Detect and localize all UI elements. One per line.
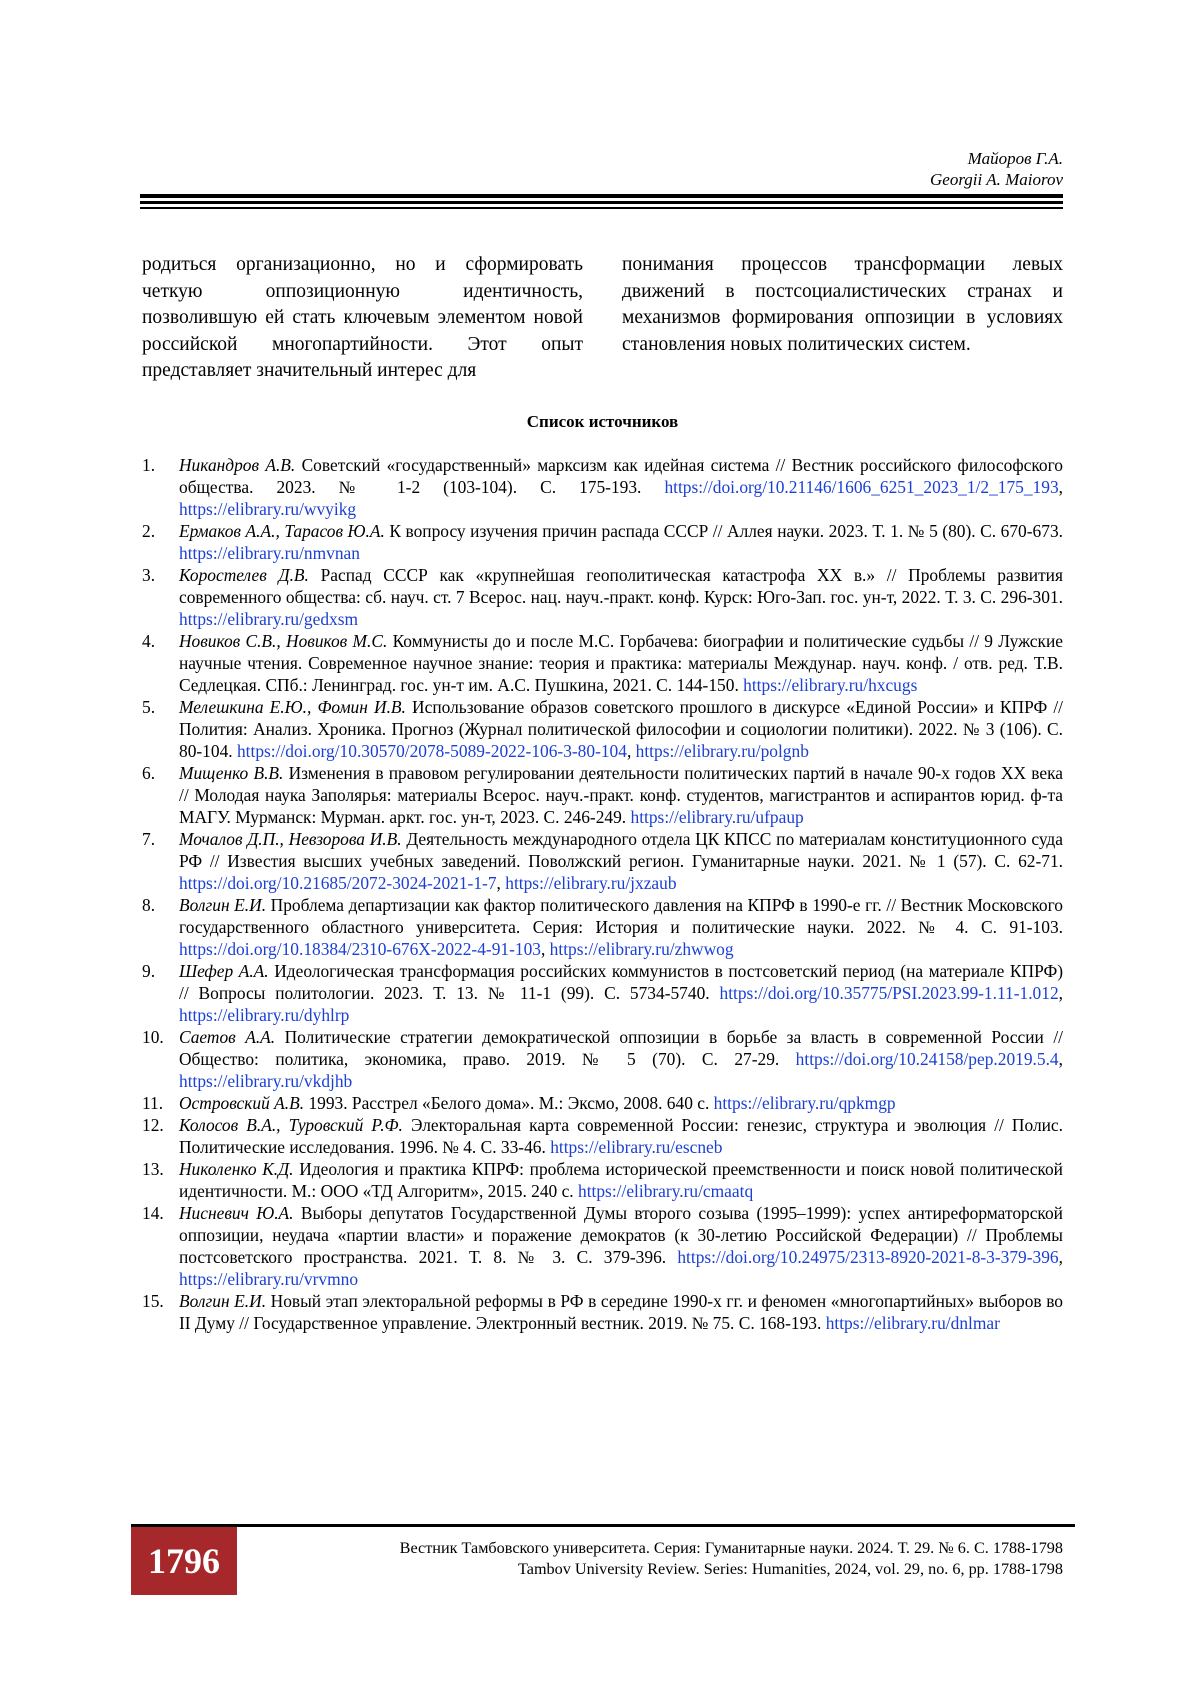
reference-link[interactable]: https://elibrary.ru/qpkmgp [713,1093,896,1113]
reference-authors: Колосов В.А., Туровский Р.Ф. [179,1115,403,1135]
reference-authors: Волгин Е.И. [179,1291,267,1311]
reference-link[interactable]: https://elibrary.ru/zhwwog [549,939,734,959]
reference-link[interactable]: https://doi.org/10.24158/pep.2019.5.4 [795,1049,1059,1069]
reference-link[interactable]: https://doi.org/10.30570/2078-5089-2022-106-3-80-104 [236,741,627,761]
reference-link[interactable]: https://elibrary.ru/escneb [550,1137,723,1157]
reference-authors: Николенко К.Д. [179,1159,294,1179]
journal-info-en: Tambov University Review. Series: Humanities, 2024, vol. 29, no. 6, pp. 1788-1798 [518,1560,1063,1578]
reference-link[interactable]: https://elibrary.ru/hxcugs [743,675,918,695]
reference-authors: Коростелев Д.В. [179,565,309,585]
reference-authors: Нисневич Ю.А. [179,1203,294,1223]
reference-text: Электоральная карта современной России: генезис, структура и эволюция // Полис. Политические исследования. 1996. № 4. С. 33-46. [179,1115,1063,1157]
reference-authors: Мищенко В.В. [179,763,284,783]
references-list [142,454,1063,1334]
reference-text: Деятельность международного отдела ЦК КПСС по материалам конституционного суда РФ // Известия высших учебных заведений. Поволжский регион. Гуманитарные науки. 2021. № 1 (57). С. 62-71. [179,829,1063,871]
reference-authors: Волгин Е.И. [179,895,267,915]
reference-link[interactable]: https://elibrary.ru/dnlmar [825,1313,1000,1333]
reference-item: 5. Мелешкина Е.Ю., Фомин И.В. Использование образов советского прошлого в дискурсе «Единой России» и КПРФ // Полития: Анализ. Хроника. Прогноз (Журнал политической философии и социологии политики). 2022. № 3 (106). С. 80-104. https://doi.org/10.30570/2078-5089-2022-106-3-80-104, https://elibrary.ru/polgnb [142,697,1063,761]
reference-text: Идеология и практика КПРФ: проблема исторической преемственности и поиск новой политической идентичности. М.: ООО «ТД Алгоритм», 2015. 240 с. [179,1159,1063,1201]
reference-link[interactable]: https://elibrary.ru/vrvmno [179,1269,359,1289]
reference-text: Политические стратегии демократической оппозиции в борьбе за власть в современной России // Общество: политика, экономика, право. 2019. № 5 (70). С. 27-29. [179,1027,1063,1069]
journal-info [400,1538,1063,1580]
reference-item: 7. Мочалов Д.П., Невзорова И.В. Деятельность международного отдела ЦК КПСС по материалам конституционного суда РФ // Известия высших учебных заведений. Поволжский регион. Гуманитарные науки. 2021. № 1 (57). С. 62-71. https://doi.org/10.21685/2072-3024-2021-1-7, https://elibrary.ru/jxzaub [142,829,1063,893]
reference-item [142,564,1063,630]
reference-authors: Новиков С.В., Новиков М.С. [179,631,388,651]
reference-number: 2. [142,521,156,541]
reference-number: 14. [142,1203,164,1223]
reference-link[interactable]: https://elibrary.ru/ufpaup [630,807,804,827]
journal-info-ru: Вестник Тамбовского университета. Серия: Гуманитарные науки. 2024. Т. 29. № 6. С. 1788-1798 [399,1539,1063,1557]
reference-authors: Ермаков А.А., Тарасов Ю.А. [179,521,385,541]
reference-authors: Мелешкина Е.Ю., Фомин И.В. [179,697,406,717]
reference-link[interactable]: https://doi.org/10.24975/2313-8920-2021-8-3-379-396 [677,1247,1059,1267]
header-rule-medium [140,201,1063,204]
reference-item [142,1092,1063,1114]
reference-text: Новый этап электоральной реформы в РФ в середине 1990-х гг. и феномен «многопартийных» выборов во II Думу // Государственное управление. Электронный вестник. 2019. № 75. С. 168-193. [179,1291,1063,1333]
footer-rule [131,1524,1075,1527]
reference-item [142,1158,1063,1202]
reference-link[interactable]: https://elibrary.ru/polgnb [635,741,809,761]
reference-number: 11. [142,1093,164,1113]
reference-link[interactable]: https://doi.org/10.21685/2072-3024-2021-1-7 [179,873,497,893]
reference-authors: Никандров А.В. [179,455,296,475]
body-left-column: родиться организационно, но и сформировать четкую оппозиционную идентичность, позволившую ей стать ключевым элементом новой российской многопартийности. Этот опыт представляет значительный интерес для [142,254,583,381]
body-columns [142,252,1063,385]
reference-authors: Мочалов Д.П., Невзорова И.В. [179,829,402,849]
reference-text: 1993. Расстрел «Белого дома». М.: Эксмо, 2008. 640 с. [304,1093,714,1113]
reference-link[interactable]: https://elibrary.ru/jxzaub [505,873,677,893]
reference-number: 8. [142,895,156,915]
reference-link[interactable]: https://elibrary.ru/dyhlrp [179,1005,350,1025]
references-title: Список источников [526,412,679,431]
reference-number: 9. [142,961,156,981]
page-number: 1796 [131,1527,237,1595]
reference-item: 14. Нисневич Ю.А. Выборы депутатов Государственной Думы второго созыва (1995–1999): успех антиреформаторской оппозиции, неудача «партии власти» и поражение демократов (к 30-летию Российской Федерации) // Проблемы постсоветского пространства. 2021. Т. 8. № 3. С. 379-396. https://doi.org/10.24975/2313-8920-2021-8-3-379-396, https://elibrary.ru/vrvmno [142,1203,1063,1289]
reference-link[interactable]: https://elibrary.ru/wvyikg [179,499,357,519]
reference-item [142,630,1063,696]
reference-item: 8. Волгин Е.И. Проблема департизации как фактор политического давления на КПРФ в 1990-е гг. // Вестник Московского государственного областного университета. Серия: История и политические науки. 2022. № 4. С. 91-103. https://doi.org/10.18384/2310-676X-2022-4-91-103, https://elibrary.ru/zhwwog [142,895,1063,959]
reference-number: 5. [142,697,156,717]
reference-text: Проблема департизации как фактор политического давления на КПРФ в 1990-е гг. // Вестник Московского государственного областного университета. Серия: История и политические науки. 2022. № 4. С. 91-103. [179,895,1063,937]
reference-number: 7. [142,829,156,849]
reference-link[interactable]: https://doi.org/10.21146/1606_6251_2023_1/2_175_193 [664,477,1059,497]
reference-link[interactable]: https://elibrary.ru/gedxsm [179,609,359,629]
reference-text: Коммунисты до и после М.С. Горбачева: биографии и политические судьбы // 9 Лужские научные чтения. Современное научное знание: теория и практика: материалы Междунар. науч. конф. / отв. ред. Т.В. Седлецкая. СПб.: Ленинград. гос. ун-т им. А.С. Пушкина, 2021. С. 144-150. [179,631,1063,695]
reference-link[interactable]: https://elibrary.ru/vkdjhb [179,1071,353,1091]
reference-number: 4. [142,631,156,651]
reference-number: 1. [142,455,156,475]
reference-link[interactable]: https://elibrary.ru/cmaatq [578,1181,754,1201]
reference-text: Выборы депутатов Государственной Думы второго созыва (1995–1999): успех антиреформаторской оппозиции, неудача «партии власти» и поражение демократов (к 30-летию Российской Федерации) // Проблемы постсоветского пространства. 2021. Т. 8. № 3. С. 379-396. [179,1203,1063,1267]
header-rule-thin [140,207,1063,209]
reference-authors: Островский А.В. [179,1093,305,1113]
header-author-ru: Майоров Г.А. [967,149,1063,168]
reference-text: Идеологическая трансформация российских коммунистов в постсоветский период (на материале КПРФ) // Вопросы политологии. 2023. Т. 13. № 11-1 (99). С. 5734-5740. [179,961,1063,1003]
reference-number: 3. [142,565,156,585]
reference-text: Использование образов советского прошлого в дискурсе «Единой России» и КПРФ // Полития: Анализ. Хроника. Прогноз (Журнал политической философии и социологии политики). 2022. № 3 (106). С. 80-104. [179,697,1063,761]
reference-item: 9. Шефер А.А. Идеологическая трансформация российских коммунистов в постсоветский период (на материале КПРФ) // Вопросы политологии. 2023. Т. 13. № 11-1 (99). С. 5734-5740. https://doi.org/10.35775/PSI.2023.99-1.11-1.012, https://elibrary.ru/dyhlrp [142,961,1063,1025]
body-right-column: понимания процессов трансформации левых движений в постсоциалистических странах и механизмов формирования оппозиции в условиях становления новых политических систем. [622,254,1063,355]
reference-text: Изменения в правовом регулировании деятельности политических партий в начале 90-х годов XX века // Молодая наука Заполярья: материалы Всерос. науч.-практ. конф. студентов, магистрантов и аспирантов юрид. ф-та МАГУ. Мурманск: Мурман. аркт. гос. ун-т, 2023. С. 246-249. [179,763,1063,827]
reference-item [142,762,1063,828]
header-author-en: Georgii A. Maiorov [930,170,1063,189]
reference-text: К вопросу изучения причин распада СССР // Аллея науки. 2023. Т. 1. № 5 (80). С. 670-673. [384,521,1063,541]
reference-text: Распад СССР как «крупнейшая геополитическая катастрофа XX в.» // Проблемы развития современного общества: сб. науч. ст. 7 Всерос. нац. науч.-практ. конф. Курск: Юго-Зап. гос. ун-т, 2022. Т. 3. С. 296-301. [179,565,1063,607]
reference-item [142,520,1063,564]
reference-authors: Шефер А.А. [179,961,269,981]
reference-number: 15. [142,1291,164,1311]
reference-item: 10. Саетов А.А. Политические стратегии демократической оппозиции в борьбе за власть в современной России // Общество: политика, экономика, право. 2019. № 5 (70). С. 27-29. https://doi.org/10.24158/pep.2019.5.4, https://elibrary.ru/vkdjhb [142,1027,1063,1091]
reference-number: 13. [142,1159,164,1179]
reference-item [142,1290,1063,1334]
reference-item: 1. Никандров А.В. Советский «государственный» марксизм как идейная система // Вестник российского философского общества. 2023. № 1-2 (103-104). С. 175-193. https://doi.org/10.21146/1606_6251_2023_1/2_175_193, https://elibrary.ru/wvyikg [142,455,1063,519]
reference-item [142,1114,1063,1158]
reference-number: 10. [142,1027,164,1047]
reference-number: 6. [142,763,156,783]
reference-number: 12. [142,1115,164,1135]
header-rule-thick [140,194,1063,198]
reference-authors: Саетов А.А. [179,1027,276,1047]
reference-link[interactable]: https://doi.org/10.18384/2310-676X-2022-4-91-103 [179,939,541,959]
reference-link[interactable]: https://elibrary.ru/nmvnan [179,543,360,563]
running-header [930,148,1063,190]
reference-link[interactable]: https://doi.org/10.35775/PSI.2023.99-1.11-1.012 [719,983,1059,1003]
reference-text: Советский «государственный» марксизм как идейная система // Вестник российского философского общества. 2023. № 1-2 (103-104). С. 175-193. [179,455,1063,497]
